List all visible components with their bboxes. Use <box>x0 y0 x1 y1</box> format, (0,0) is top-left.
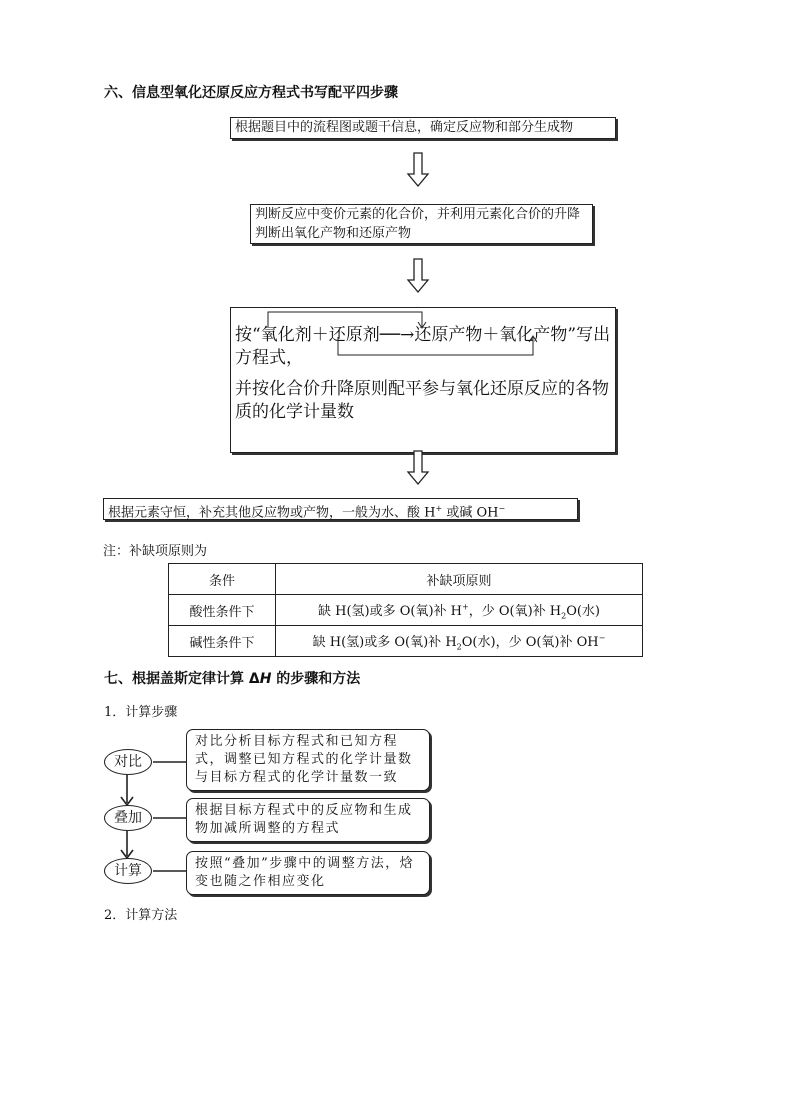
step-desc-add: 根据目标方程式中的反应物和生成物加减所调整的方程式 <box>186 798 430 842</box>
table-header-row <box>169 564 643 595</box>
down-arrow-icon <box>406 152 430 188</box>
step2-box: 判断反应中变价元素的化合价，并利用元素化合价的升降判断出氧化产物和还原产物 <box>250 204 593 244</box>
table-row <box>169 595 643 626</box>
subheading-methods: 2．计算方法 <box>104 908 178 923</box>
rule-table <box>168 563 643 657</box>
step4-box: 根据元素守恒，补充其他反应物或产物，一般为水、酸 H+ 或碱 OH− <box>103 498 578 520</box>
subheading-steps: 1．计算步骤 <box>104 705 178 720</box>
table-cell: 碱性条件下 <box>169 626 276 657</box>
step-desc-calc: 按照“叠加”步骤中的调整方法，焓变也随之作相应变化 <box>186 851 430 895</box>
step-oval-compare: 对比 <box>104 749 152 775</box>
table-cell: 缺 H(氢)或多 O(氧)补 $H_2O$(水)，少 O(氧)补 OH− <box>276 626 643 657</box>
step3-line1: 按“氧化剂＋还原剂──→还原产物＋氧化产物”写出方程式， <box>235 325 611 368</box>
electron-transfer-lines <box>250 309 540 359</box>
down-arrow-icon <box>406 258 430 294</box>
table-cell: 酸性条件下 <box>169 595 276 626</box>
step1-box: 根据题目中的流程图或题干信息，确定反应物和部分生成物 <box>230 117 616 139</box>
step-desc-compare: 对比分析目标方程式和已知方程式，调整已知方程式的化学计量数与目标方程式的化学计量数一致 <box>186 729 430 791</box>
section7-title: 七、根据盖斯定律计算 ΔH 的步骤和方法 <box>104 671 361 687</box>
step-oval-add: 叠加 <box>104 805 152 831</box>
step3-line2: 并按化合价升降原则配平参与氧化还原反应的各物质的化学计量数 <box>235 379 609 422</box>
note: 注：补缺项原则为 <box>103 544 208 559</box>
section6-title: 六、信息型氧化还原反应方程式书写配平四步骤 <box>104 85 398 101</box>
down-arrow-icon <box>406 450 430 486</box>
table-cell: 缺 H(氢)或多 O(氧)补 H+，少 O(氧)补 $H_2O$(水) <box>276 595 643 626</box>
table-row <box>169 626 643 657</box>
table-header-cell: 条件 <box>169 564 276 595</box>
table-header-cell: 补缺项原则 <box>276 564 643 595</box>
step-oval-calc: 计算 <box>104 858 152 884</box>
